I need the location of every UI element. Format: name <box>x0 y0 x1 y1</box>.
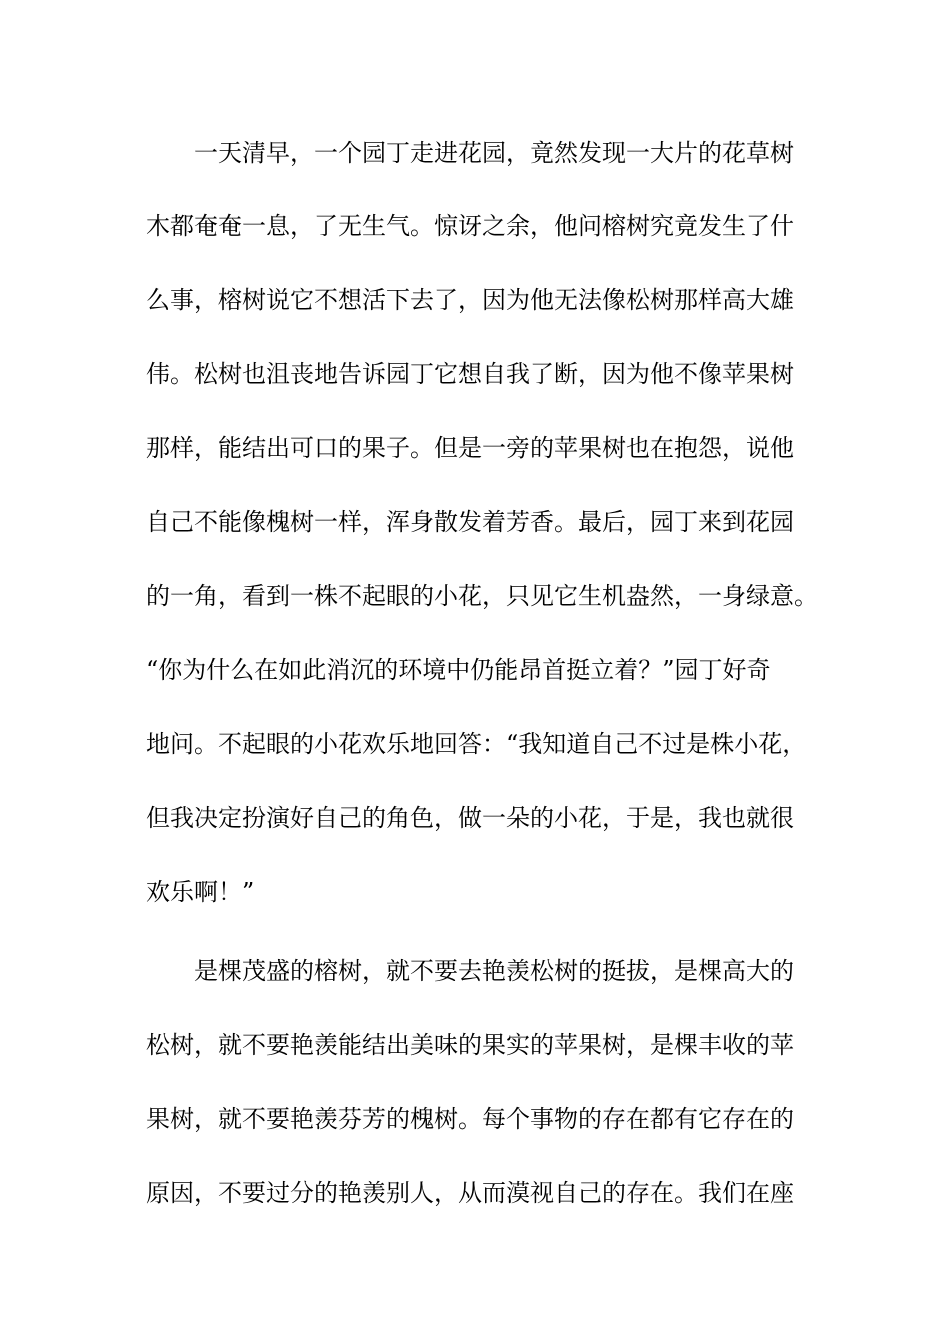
text-line: 但我决定扮演好自己的角色，做一朵的小花，于是，我也就很 <box>146 804 794 832</box>
text-line: 原因，不要过分的艳羡别人，从而漠视自己的存在。我们在座 <box>146 1179 794 1207</box>
text-line: 果树，就不要艳羡芬芳的槐树。每个事物的存在都有它存在的 <box>146 1105 794 1133</box>
text-line: 木都奄奄一息，了无生气。惊讶之余，他问榕树究竟发生了什 <box>146 212 794 240</box>
text-line: 松树，就不要艳羡能结出美味的果实的苹果树，是棵丰收的苹 <box>146 1031 794 1059</box>
text-line: 是棵茂盛的榕树，就不要去艳羡松树的挺拔，是棵高大的 <box>194 957 794 985</box>
text-line: “你为什么在如此消沉的环境中仍能昂首挺立着？”园丁好奇 <box>146 656 771 684</box>
text-line: 伟。松树也沮丧地告诉园丁它想自我了断，因为他不像苹果树 <box>146 360 794 388</box>
text-line: 自己不能像槐树一样，浑身散发着芳香。最后，园丁来到花园 <box>146 508 794 536</box>
text-line: 那样，能结出可口的果子。但是一旁的苹果树也在抱怨，说他 <box>146 434 794 462</box>
text-line: 一天清早，一个园丁走进花园，竟然发现一大片的花草树 <box>194 139 794 167</box>
text-line: 地问。不起眼的小花欢乐地回答：“我知道自己不过是株小花， <box>146 730 807 758</box>
text-line: 的一角，看到一株不起眼的小花，只见它生机盎然，一身绿意。 <box>146 582 818 610</box>
text-line: 欢乐啊！” <box>146 878 255 906</box>
text-line: 么事，榕树说它不想活下去了，因为他无法像松树那样高大雄 <box>146 286 794 314</box>
